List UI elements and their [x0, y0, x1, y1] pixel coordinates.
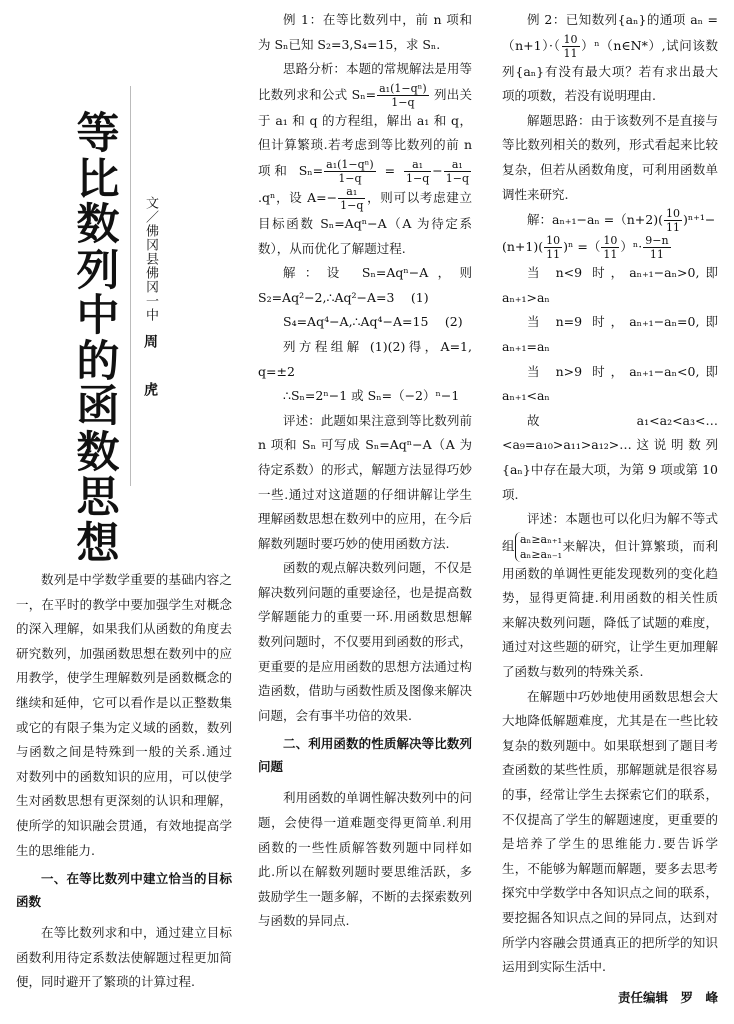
conclusion-paragraph: 在解题中巧妙地使用函数思想会大大地降低解题难度，尤其是在一些比较复杂的数列题中。如果联想到了题目考查函数的某些性质，那解题就是很容易的事，经常让学生去探索它们的联系，不仅提高了学生的解题速度，更重要的是培养了学生的思维能力.要告诉学生，不能够为解题而解题，要多去思考探究中学数学中各知识点之间的联系，要挖掘各知识点之间的异同点，达到对所学内容融会贯通真正的把所学的知识运用到实际生活中.	[502, 688, 718, 975]
comment-2: 评述：本题也可以化归为解不等式组 aₙ≥aₙ₊₁ aₙ≥aₙ₋₁ 来解决，但计算繁琐，而利用函数的单调性更能发现数列的变化趋势，显得更简捷.利用函数的相关性质来解决数列问题，降低了试题的难度，通过对这些题的研究，让学生更加理解了函数与数列的特殊关系.	[502, 511, 718, 680]
solution-idea: 解题思路：由于该数列不是直接与等比数列相关的数列，形式看起来比较复杂，但若从函数角度，可利用函数单调性来研究.	[502, 112, 718, 202]
function-view-paragraph: 函数的观点解决数列问题，不仅是解决数列问题的重要途径，也是提高数学解题能力的重要一环.用函数思想解数列问题时，不仅要用到函数的形式，更重要的是应用函数的思想方法通过构造函数，借助与函数性质及图像来解决问题，会有事半功倍的效果.	[258, 560, 472, 723]
case-2: 当 n=9 时，aₙ₊₁−aₙ=0,即 aₙ₊₁=aₙ	[502, 314, 718, 354]
solution-line-3: 列方程组解 (1)(2)得，A=1, q=±2	[258, 338, 472, 379]
column-2	[258, 8, 472, 934]
solution-difference-cont: (n+1)( $\frac{10}{11}$ )ⁿ =（ $\frac{10}{11}$ ）ⁿ· $\frac{9-n}{11}$	[502, 234, 669, 262]
sum-formula-fraction: $\frac{\text{a₁(1−qⁿ)}}{1-q}$	[379, 81, 427, 109]
inequality-system: aₙ≥aₙ₊₁ aₙ≥aₙ₋₁	[515, 532, 562, 562]
analysis-paragraph: 思路分析：本题的常规解法是用等比数列求和公式 Sₙ= $\frac{\text{a₁(1−qⁿ)}}{1-q}$ 列出关于 a₁ 和 q 的方程组，解出 a₁ 和 q，但计算繁琐.若考虑到等比数列的前 n 项和 Sₙ= $\frac{\text{a₁(1−qⁿ)}}{1-q}$ = $\frac{\text{a₁}}{1-q}$ − $\frac{\text{a₁}}{1-q}$ .qⁿ，设 A=− $\frac{\text{a₁}}{1-q}$ ，则可以考虑建立目标函数 Sₙ=Aqⁿ−A（A 为待定系数），从而优化了解题过程.	[258, 61, 472, 256]
solution-line-1: 解：设 Sₙ=Aqⁿ−A，则 S₂=Aq²−2,∴Aq²−A=3 (1)	[258, 265, 472, 305]
section-heading-2: 二、利用函数的性质解决等比数列问题	[258, 736, 472, 775]
byline: 文／佛冈县佛冈一中	[143, 196, 158, 322]
section-2-paragraph: 利用函数的单调性解决数列中的问题，会使得一道难题变得更简单.利用函数的一些性质解答数列题中同样如此.所以在解数列题时要思维活跃，多鼓励学生一题多解，不断的去探索数列与函数的异同点.	[258, 790, 472, 929]
section-heading-1: 一、在等比数列中建立恰当的目标函数	[16, 871, 232, 910]
a1-over-1-q-fraction-2: $\frac{\text{a₁}}{1-q}$	[445, 157, 469, 185]
responsible-editor: 责任编辑 罗 峰	[617, 989, 718, 1005]
article-title: 等比数列中的函数思想	[76, 109, 120, 569]
intro-paragraph: 数列是中学数学重要的基础内容之一，在平时的教学中要加强学生对概念的深入理解，如果我们从函数的角度去研究数列，加强函数思想在数列中的应用教学，使学生理解数列是函数概念的继续和延伸，它可以看作是以正整数集或它的有限子集为定义域的函数，数列与函数之间是特殊到一般的关系.通过对数列中的函数知识的应用，可以使学生对函数思想有更深刻的认识和理解，使所学的知识融会贯通，有效地提高学生的思维能力.	[16, 572, 232, 858]
title-divider	[130, 86, 131, 486]
a1-over-1-q-fraction: $\frac{\text{a₁}}{1-q}$	[405, 157, 430, 185]
sequence-chain: 故 a₁<a₂<a₃<…<a₉=a₁₀>a₁₁>a₁₂>…这说明数列{aₙ}中存在最大项，为第 9 项或第 10 项.	[502, 412, 718, 502]
author-name: 周 虎	[142, 334, 158, 406]
case-3: 当 n>9 时，aₙ₊₁−aₙ<0,即 aₙ₊₁<aₙ	[502, 363, 718, 404]
column-3	[502, 8, 718, 1010]
solution-line-2: S₄=Aq⁴−A,∴Aq⁴−A=15 (2)	[283, 314, 463, 330]
solution-line-4: ∴Sₙ=2ⁿ−1 或 Sₙ=（−2）ⁿ−1	[283, 388, 460, 404]
comment-1: 评述：此题如果注意到等比数列前 n 项和 Sₙ 可写成 Sₙ=Aqⁿ−A（A 为待定系数）的形式，解题方法显得巧妙一些.通过对这道题的仔细讲解让学生理解函数思想在数列中的应用，在今后解数列题时要巧妙的使用函数方法.	[258, 412, 472, 551]
solution-difference: 解：aₙ₊₁−aₙ =（n+2)( $\frac{10}{11}$ )ⁿ⁺¹−	[527, 207, 716, 235]
nine-minus-n-fraction: $\frac{9-n}{11}$	[645, 234, 669, 262]
section-1-paragraph: 在等比数列求和中，通过建立目标函数利用待定系数法使解题过程更加简便，同时避开了繁琐的计算过程.	[16, 925, 232, 990]
example-2: 例 2：已知数列{aₙ}的通项 aₙ =（n+1）·（ $\frac{10}{11}$ ）ⁿ（n∈N*）,试问该数列{aₙ}有没有最大项？若有求出最大项的项数，若没有说明理由.	[502, 12, 719, 104]
case-1: 当 n<9 时，aₙ₊₁−aₙ>0,即 aₙ₊₁>aₙ	[502, 265, 718, 305]
example-1: 例 1：在等比数列中，前 n 项和为 Sₙ已知 S₂=3,S₄=15，求 Sₙ.	[258, 12, 472, 52]
column-1	[16, 568, 232, 995]
sum-formula-fraction-2: $\frac{\text{a₁(1−qⁿ)}}{1-q}$	[326, 157, 374, 185]
ten-elevenths-fraction: $\frac{10}{11}$	[563, 32, 578, 60]
a1-over-1-q-fraction-3: $\frac{\text{a₁}}{1-q}$	[340, 184, 364, 212]
